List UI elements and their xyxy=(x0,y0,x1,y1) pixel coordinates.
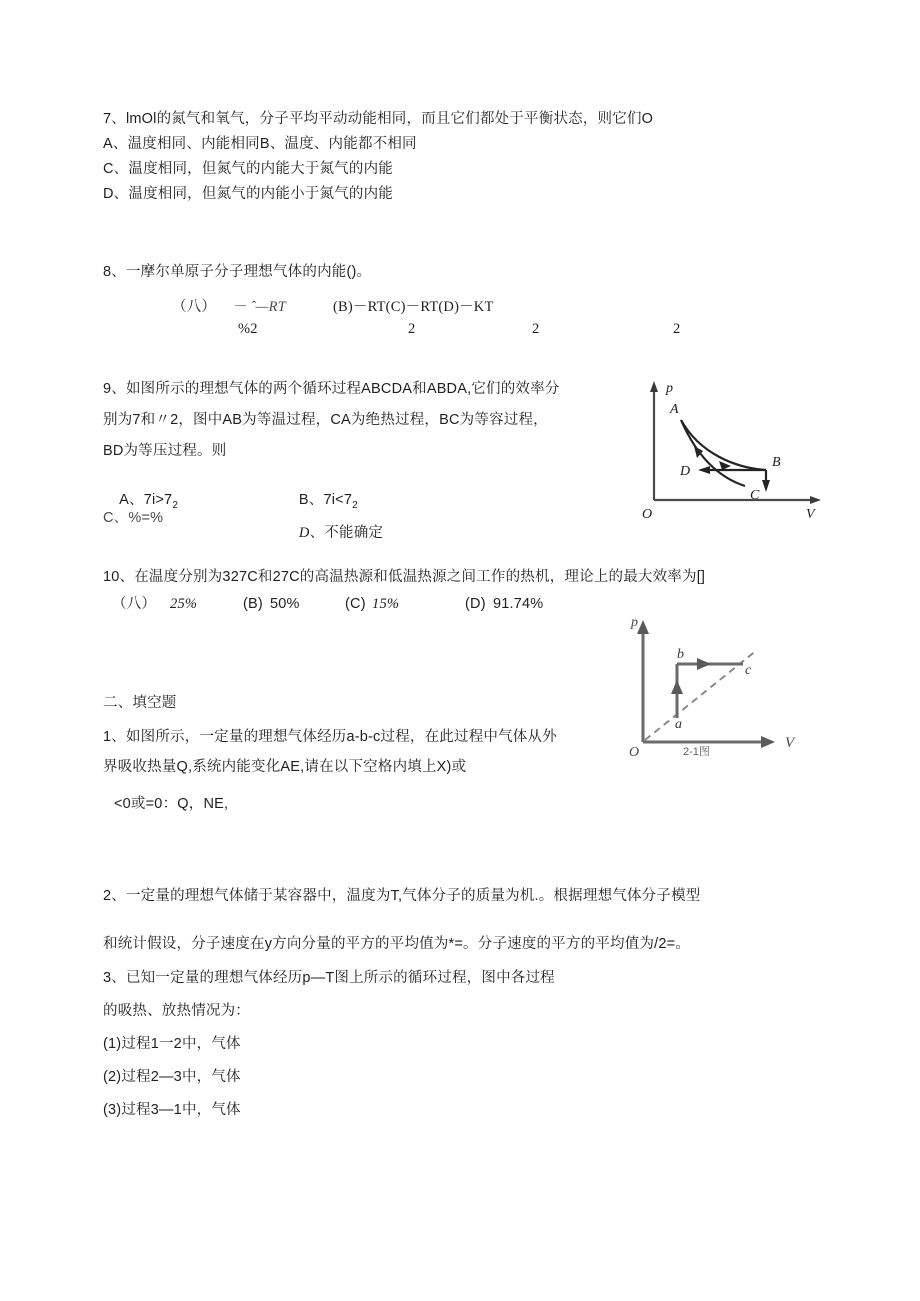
question-9-option-d-key: D xyxy=(298,524,310,541)
question-8-denominator-c: 2 xyxy=(532,321,540,337)
figure-pv-abcd-point-d: D xyxy=(680,464,691,479)
question-7-stem: 7、lmOl的氮气和氧气，分子平均平动动能相同，而且它们都处于平衡状态，则它们O xyxy=(103,111,654,127)
fill-1-line-2: 界吸收热量Q,系统内能变化AE,请在以下空格内填上X)或 xyxy=(103,759,467,775)
question-10-option-b-value: 50% xyxy=(270,596,300,612)
question-9-stem-line-1: 9、如图所示的理想气体的两个循环过程ABCDA和ABDA,它们的效率分 xyxy=(103,381,560,397)
figure-pv-abc-point-a: a xyxy=(675,717,682,732)
figure-pv-abcd-x-label: V xyxy=(806,507,815,522)
question-7-option-a: A、温度相同、内能相同B、温度、内能都不相同 xyxy=(103,136,417,152)
question-10-option-c-label: (C) xyxy=(345,596,366,612)
question-10-option-b-label: (B) xyxy=(243,596,263,612)
figure-pv-abc-point-c: c xyxy=(745,663,752,678)
figure-pv-abc-origin-label: O xyxy=(629,745,640,760)
fill-3-line-2: 的吸热、放热情况为： xyxy=(103,1003,250,1019)
figure-pv-abc-svg xyxy=(615,606,830,766)
figure-pv-abc-caption: 2-1图 xyxy=(683,746,710,758)
figure-pv-abc-x-label: V xyxy=(785,735,795,751)
fill-3-item-2: (2)过程2—3中，气体 xyxy=(103,1069,241,1085)
question-9-option-a-subscript: 2 xyxy=(172,499,179,511)
fill-2-line-2: 和统计假设，分子速度在y方向分量的平方的平均值为*=。分子速度的平方的平均值为/2=。 xyxy=(103,936,691,952)
figure-pv-abcd-origin-label: O xyxy=(642,507,653,522)
question-10-option-d-label: (D) xyxy=(465,596,486,612)
figure-pv-abcd-y-label: p xyxy=(666,381,673,396)
question-8-options-bcd: (B)－RT(C)－RT(D)－KT xyxy=(333,299,494,315)
figure-pv-abcd-point-b: B xyxy=(772,455,781,470)
question-7-option-d: D、温度相同，但氮气的内能小于氮气的内能 xyxy=(103,186,393,202)
question-8-option-a-numerator: － ˆ—RT xyxy=(232,299,286,315)
question-8-stem: 8、一摩尔单原子分子理想气体的内能()。 xyxy=(103,264,372,280)
question-8-denominator-d: 2 xyxy=(673,321,681,337)
section-two-heading: 二、填空题 xyxy=(103,695,177,711)
question-10-stem: 10、在温度分别为327C和27C的高温热源和低温热源之间工作的热机，理论上的最大效率为[] xyxy=(103,569,706,585)
fill-2-line-1: 2、一定量的理想气体储于某容器中，温度为T,气体分子的质量为机.。根据理想气体分子模型 xyxy=(103,888,701,904)
question-9-option-b-text: B、7i<7 xyxy=(298,491,353,508)
question-10-option-d-value: 91.74% xyxy=(493,596,544,612)
question-9-option-b-subscript: 2 xyxy=(352,499,358,511)
question-9-option-d xyxy=(282,511,383,555)
question-9-option-d-text: 、不能确定 xyxy=(309,524,384,541)
question-7-option-c: C、温度相同，但氮气的内能大于氮气的内能 xyxy=(103,161,393,177)
figure-pv-abc-y-label: p xyxy=(631,615,638,630)
figure-pv-abcd-point-c: C xyxy=(750,488,760,503)
question-9-stem-line-3: BD为等压过程。则 xyxy=(103,443,227,459)
question-9-option-c: C、%=% xyxy=(103,510,164,526)
figure-pv-abcd-svg xyxy=(618,372,830,524)
question-8-option-a-denominator: %2 xyxy=(238,321,258,337)
figure-pv-abcd xyxy=(618,372,830,524)
figure-pv-abc-point-b: b xyxy=(677,647,684,662)
question-8-denominator-b: 2 xyxy=(408,321,416,337)
fill-3-item-1: (1)过程1一2中，气体 xyxy=(103,1036,241,1052)
question-9-stem-line-2: 别为7和〃2，图中AB为等温过程，CA为绝热过程，BC为等容过程， xyxy=(103,412,548,428)
fill-1-line-1: 1、如图所示，一定量的理想气体经历a-b-c过程，在此过程中气体从外 xyxy=(103,729,557,745)
figure-pv-abcd-point-a: A xyxy=(670,402,679,417)
question-10-option-c-value: 15% xyxy=(372,596,400,612)
fill-3-item-3: (3)过程3—1中，气体 xyxy=(103,1102,241,1118)
question-8-option-a-label: （八） xyxy=(172,299,217,315)
question-10-option-a-label: （八） xyxy=(112,596,157,612)
figure-pv-abc xyxy=(615,606,830,766)
question-10-option-a-value: 25% xyxy=(170,596,198,612)
fill-3-line-1: 3、已知一定量的理想气体经历p—T图上所示的循环过程，图中各过程 xyxy=(103,970,555,986)
fill-1-line-3: <0或=0：Q，NE, xyxy=(114,796,229,812)
question-9-option-a-text: A、7i>7 xyxy=(119,491,173,508)
